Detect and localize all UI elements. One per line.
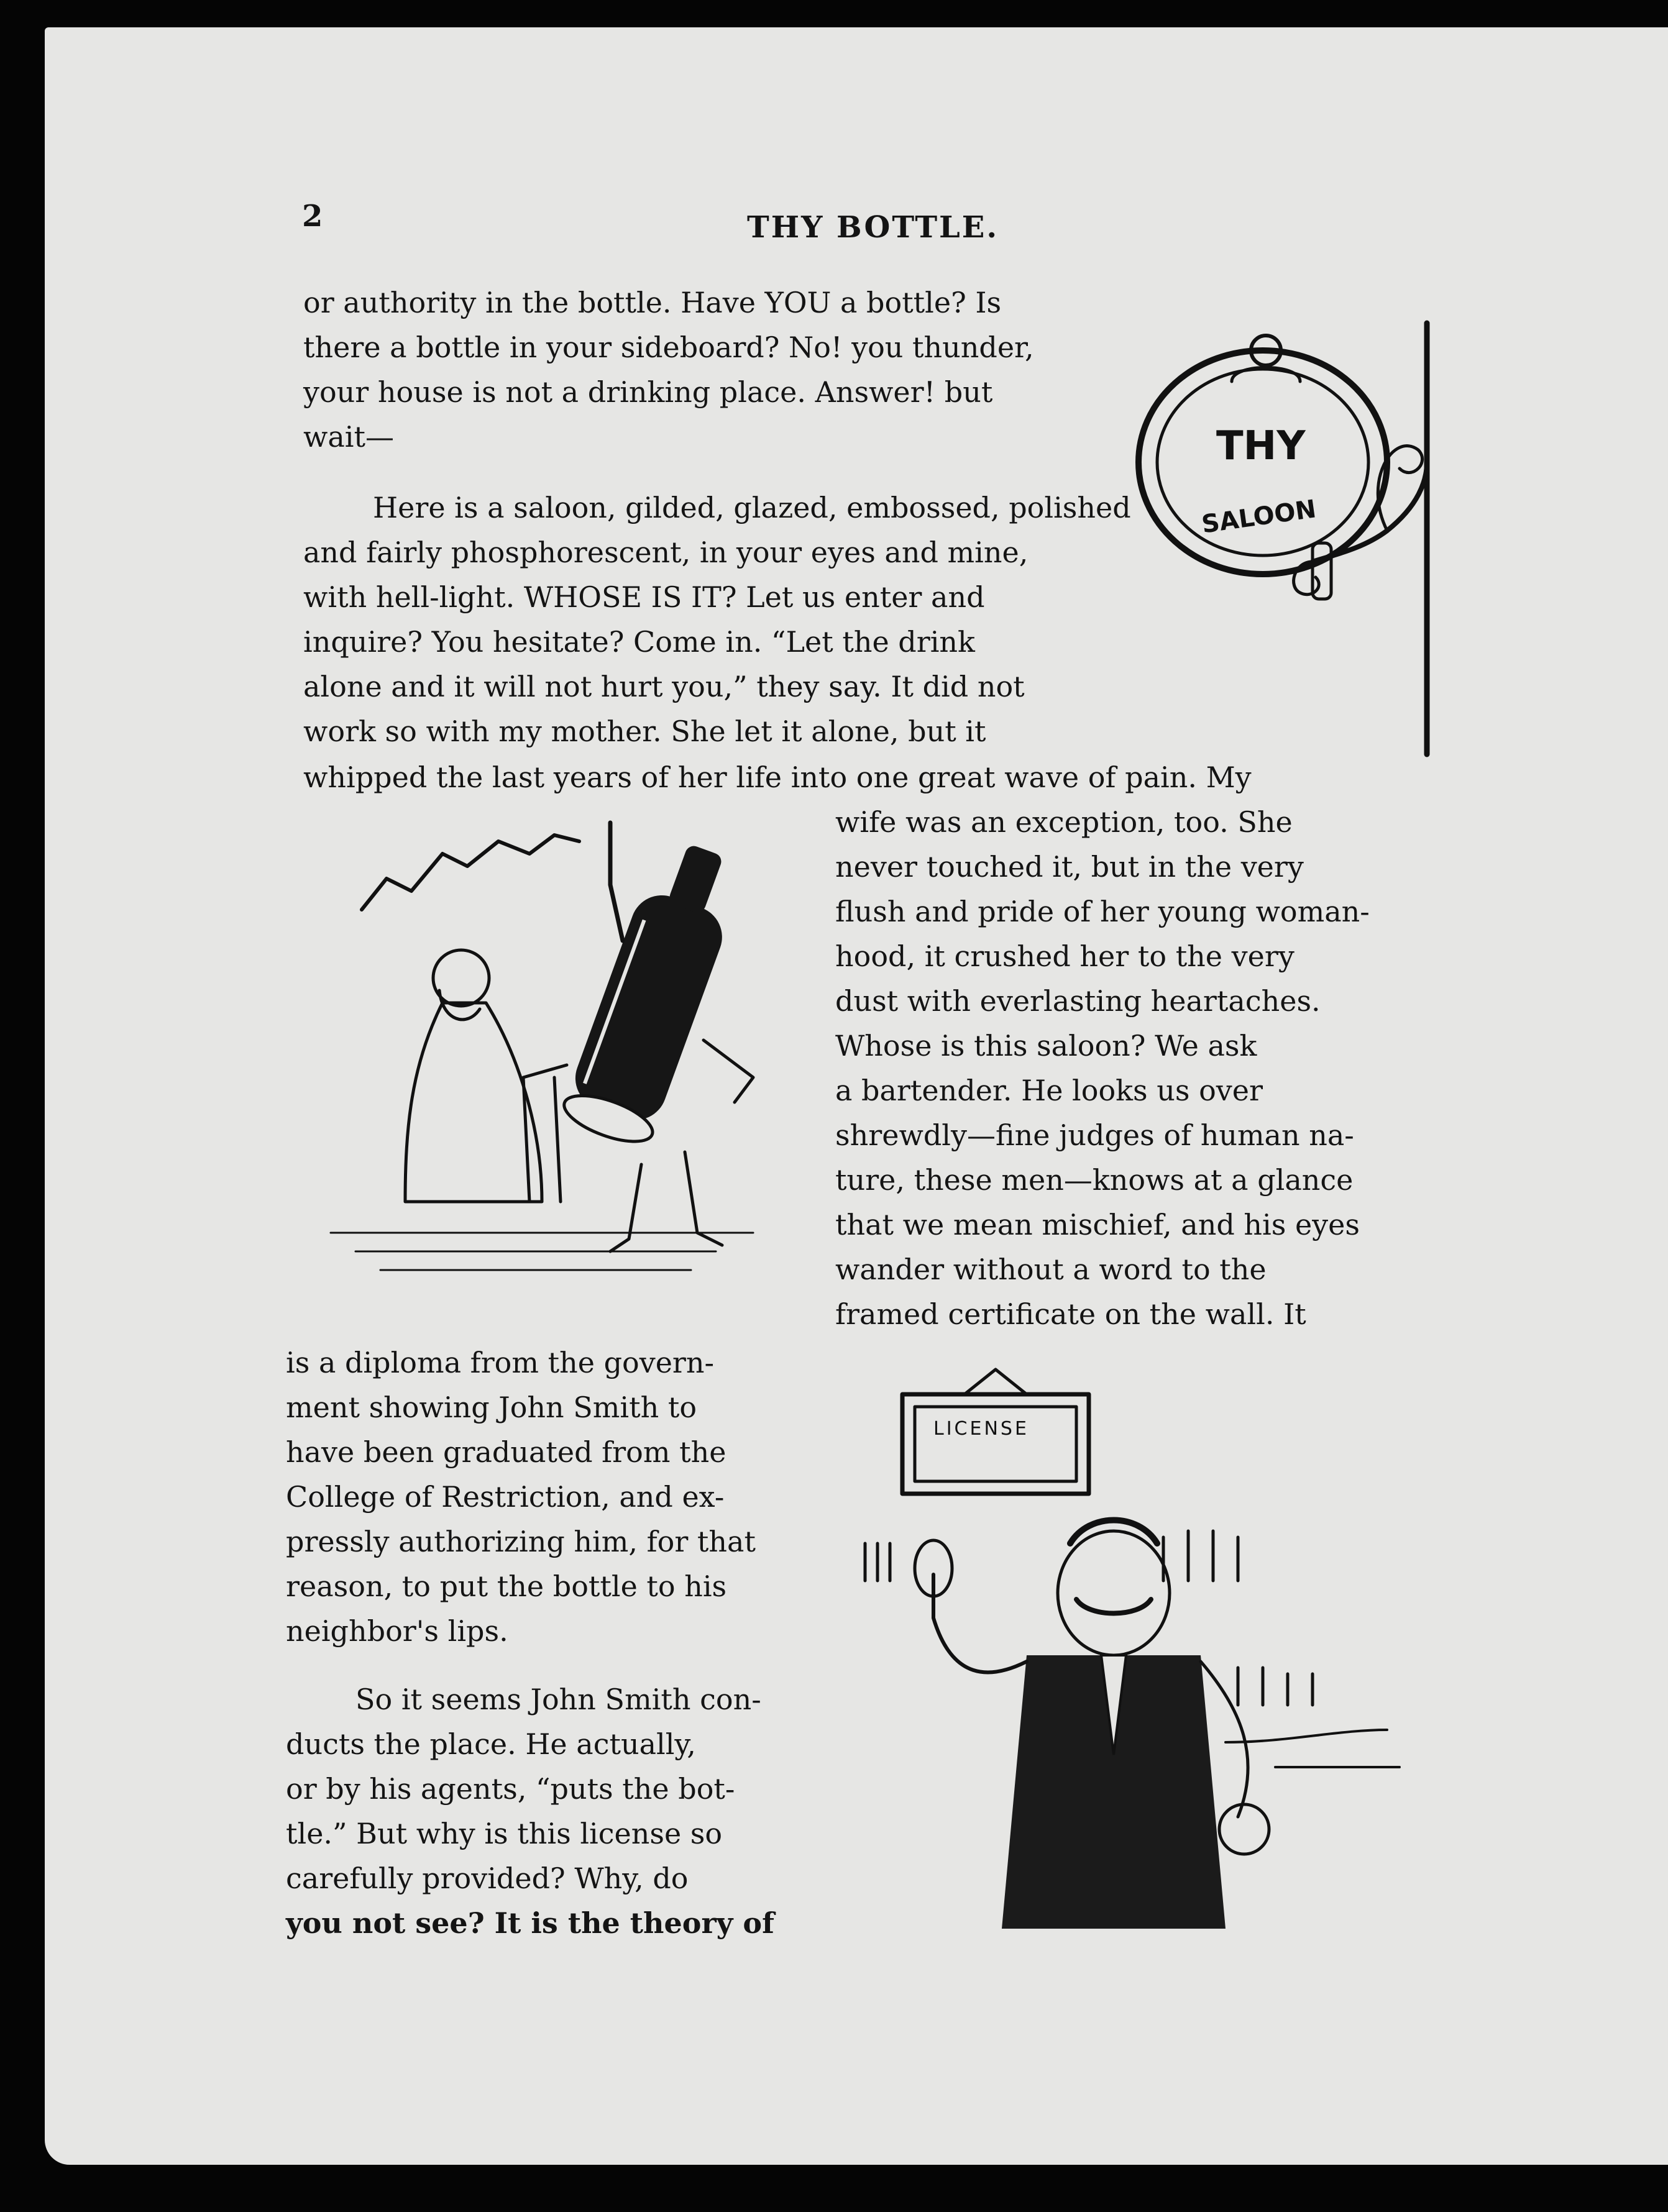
text-line: dust with everlasting heartaches.: [835, 984, 1321, 1018]
text-line: ture, these men—knows at a glance: [835, 1163, 1354, 1197]
sign-top-word: THY: [1216, 423, 1306, 469]
page: [45, 27, 1668, 2165]
text-line: flush and pride of her young woman-: [835, 895, 1370, 928]
text-line: tle.” But why is this license so: [286, 1817, 723, 1850]
text-line: inquire? You hesitate? Come in. “Let the drink: [303, 625, 975, 659]
text-line: wander without a word to the: [835, 1253, 1267, 1286]
license-label: LICENSE: [933, 1418, 1029, 1440]
text-line: alone and it will not hurt you,” they say. It did not: [303, 670, 1025, 703]
running-title: THY BOTTLE.: [747, 210, 999, 245]
saloon-sign-illustration: [1126, 295, 1474, 767]
text-line: reason, to put the bottle to his: [286, 1570, 727, 1603]
text-line: and fairly phosphorescent, in your eyes and mine,: [303, 536, 1029, 569]
text-line: neighbor's lips.: [286, 1614, 508, 1648]
page-number: 2: [302, 199, 325, 234]
text-line: ment showing John Smith to: [286, 1391, 697, 1424]
text-line: have been graduated from the: [286, 1435, 726, 1469]
text-line: College of Restriction, and ex-: [286, 1480, 725, 1514]
text-line: a bartender. He looks us over: [835, 1074, 1263, 1107]
text-line: So it seems John Smith con-: [355, 1683, 761, 1716]
text-line: whipped the last years of her life into one great wave of pain. My: [303, 761, 1252, 794]
text-line: work so with my mother. She let it alone, but it: [303, 715, 986, 748]
text-line: hood, it crushed her to the very: [835, 939, 1295, 973]
text-line: Here is a saloon, gilded, glazed, embossed, polished: [373, 491, 1131, 524]
text-line: Whose is this saloon? We ask: [835, 1029, 1257, 1063]
text-line: wife was an exception, too. She: [835, 805, 1293, 839]
text-line: your house is not a drinking place. Answer! but: [303, 375, 993, 409]
text-line: that we mean mischief, and his eyes: [835, 1208, 1360, 1241]
text-line: with hell-light. WHOSE IS IT? Let us enter and: [303, 580, 985, 614]
text-line: or by his agents, “puts the bot-: [286, 1772, 735, 1806]
text-line: wait—: [303, 420, 394, 454]
bottle-and-woman-illustration: [318, 804, 853, 1301]
text-line: never touched it, but in the very: [835, 850, 1304, 884]
bartender-illustration: [840, 1357, 1462, 1954]
text-line: ducts the place. He actually,: [286, 1727, 696, 1761]
text-line: carefully provided? Why, do: [286, 1862, 689, 1895]
text-line: or authority in the bottle. Have YOU a bottle? Is: [303, 286, 1002, 319]
sign-bottom-word: SALOON: [1199, 495, 1318, 539]
text-line: you not see? It is the theory of: [286, 1906, 774, 1940]
text-line: framed certificate on the wall. It: [835, 1297, 1306, 1331]
text-line: shrewdly—fine judges of human na-: [835, 1118, 1354, 1152]
text-line: is a diploma from the govern-: [286, 1346, 715, 1379]
text-line: there a bottle in your sideboard? No! you thunder,: [303, 331, 1034, 364]
text-line: pressly authorizing him, for that: [286, 1525, 756, 1558]
